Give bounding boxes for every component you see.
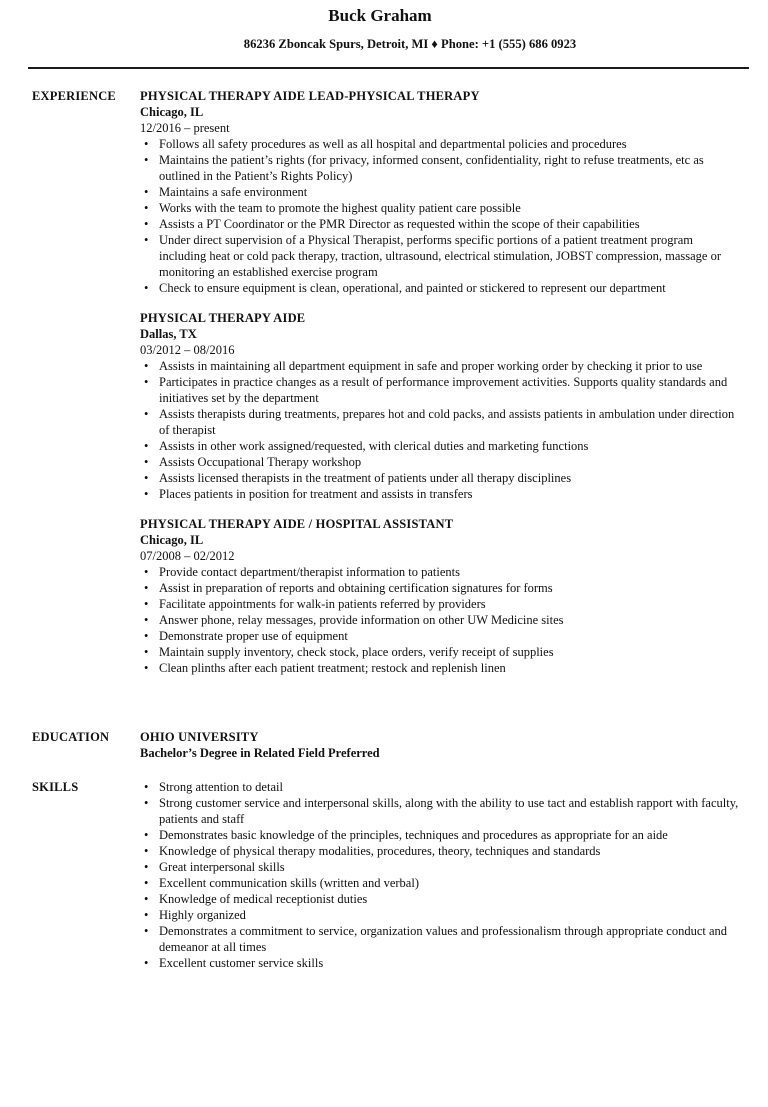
- job-location: Dallas, TX: [140, 327, 197, 341]
- list-item: • Maintains a safe environment: [140, 184, 740, 200]
- list-item: • Strong attention to detail: [140, 779, 740, 795]
- job-location: Chicago, IL: [140, 105, 204, 119]
- list-item: • Assists therapists during treatments, prepares hot and cold packs, and assists patients in ambulation under direction of therapist: [140, 406, 740, 438]
- list-item: • Participates in practice changes as a result of performance improvement activities. Supports quality standards and initiatives set by the department: [140, 374, 740, 406]
- list-item: • Assists a PT Coordinator or the PMR Director as requested within the scope of their capabilities: [140, 216, 740, 232]
- list-item: • Under direct supervision of a Physical Therapist, performs specific portions of a patient treatment program including heat or cold pack therapy, traction, ultrasound, electrical stimulation, JOBST compression, massage or monitoring an established exercise program: [140, 232, 740, 280]
- list-item: • Provide contact department/therapist information to patients: [140, 564, 740, 580]
- skills-body: [140, 779, 740, 971]
- job-dates: 07/2008 – 02/2012: [140, 549, 235, 563]
- list-item: • Facilitate appointments for walk-in patients referred by providers: [140, 596, 740, 612]
- job-title: PHYSICAL THERAPY AIDE: [140, 311, 306, 325]
- job-title: PHYSICAL THERAPY AIDE / HOSPITAL ASSISTANT: [140, 517, 454, 531]
- resume-header: [0, 0, 768, 52]
- list-item: • Works with the team to promote the highest quality patient care possible: [140, 200, 740, 216]
- school-name: OHIO UNIVERSITY: [140, 730, 259, 744]
- list-item: • Demonstrate proper use of equipment: [140, 628, 740, 644]
- section-label-education: EDUCATION: [32, 730, 110, 744]
- contact-line: 86236 Zboncak Spurs, Detroit, MI ♦ Phone: +1 (555) 686 0923: [243, 37, 577, 51]
- job-duties: [140, 136, 740, 296]
- job-location: Chicago, IL: [140, 533, 204, 547]
- candidate-name: Buck Graham: [328, 6, 432, 25]
- education-body: [140, 729, 740, 761]
- list-item: • Clean plinths after each patient treatment; restock and replenish linen: [140, 660, 740, 676]
- list-item: • Maintain supply inventory, check stock, place orders, verify receipt of supplies: [140, 644, 740, 660]
- job-duties: [140, 358, 740, 502]
- list-item: • Maintains the patient’s rights (for privacy, informed consent, confidentiality, right to refuse treatments, etc as outlined in the Patient’s Rights Policy): [140, 152, 740, 184]
- experience-body: [140, 88, 740, 690]
- list-item: • Demonstrates a commitment to service, organization values and professionalism through appropriate conduct and demeanor at all times: [140, 923, 740, 955]
- section-label-skills: SKILLS: [32, 780, 79, 794]
- list-item: • Strong customer service and interpersonal skills, along with the ability to use tact and establish rapport with faculty, patients and staff: [140, 795, 740, 827]
- list-item: • Knowledge of physical therapy modalities, procedures, theory, techniques and standards: [140, 843, 740, 859]
- list-item: • Check to ensure equipment is clean, operational, and painted or stickered to represent our department: [140, 280, 740, 296]
- skills-list: [140, 779, 740, 971]
- job-entry: [140, 88, 740, 296]
- list-item: • Highly organized: [140, 907, 740, 923]
- job-title: PHYSICAL THERAPY AIDE LEAD-PHYSICAL THERAPY: [140, 89, 480, 103]
- list-item: • Assists in maintaining all department equipment in safe and proper working order by checking it prior to use: [140, 358, 740, 374]
- list-item: • Assists Occupational Therapy workshop: [140, 454, 740, 470]
- list-item: • Excellent customer service skills: [140, 955, 740, 971]
- list-item: • Follows all safety procedures as well as all hospital and departmental policies and procedures: [140, 136, 740, 152]
- list-item: • Knowledge of medical receptionist duties: [140, 891, 740, 907]
- list-item: • Demonstrates basic knowledge of the principles, techniques and procedures as appropriate for an aide: [140, 827, 740, 843]
- list-item: • Assists licensed therapists in the treatment of patients under all therapy disciplines: [140, 470, 740, 486]
- job-entry: [140, 516, 740, 676]
- list-item: • Excellent communication skills (written and verbal): [140, 875, 740, 891]
- job-duties: [140, 564, 740, 676]
- list-item: • Great interpersonal skills: [140, 859, 740, 875]
- list-item: • Places patients in position for treatment and assists in transfers: [140, 486, 740, 502]
- list-item: • Answer phone, relay messages, provide information on other UW Medicine sites: [140, 612, 740, 628]
- list-item: • Assists in other work assigned/requested, with clerical duties and marketing functions: [140, 438, 740, 454]
- header-divider: [28, 67, 749, 69]
- section-label-experience: EXPERIENCE: [32, 89, 116, 103]
- job-dates: 03/2012 – 08/2016: [140, 343, 235, 357]
- job-entry: [140, 310, 740, 502]
- degree: Bachelor’s Degree in Related Field Preferred: [140, 746, 380, 760]
- list-item: • Assist in preparation of reports and obtaining certification signatures for forms: [140, 580, 740, 596]
- job-dates: 12/2016 – present: [140, 121, 230, 135]
